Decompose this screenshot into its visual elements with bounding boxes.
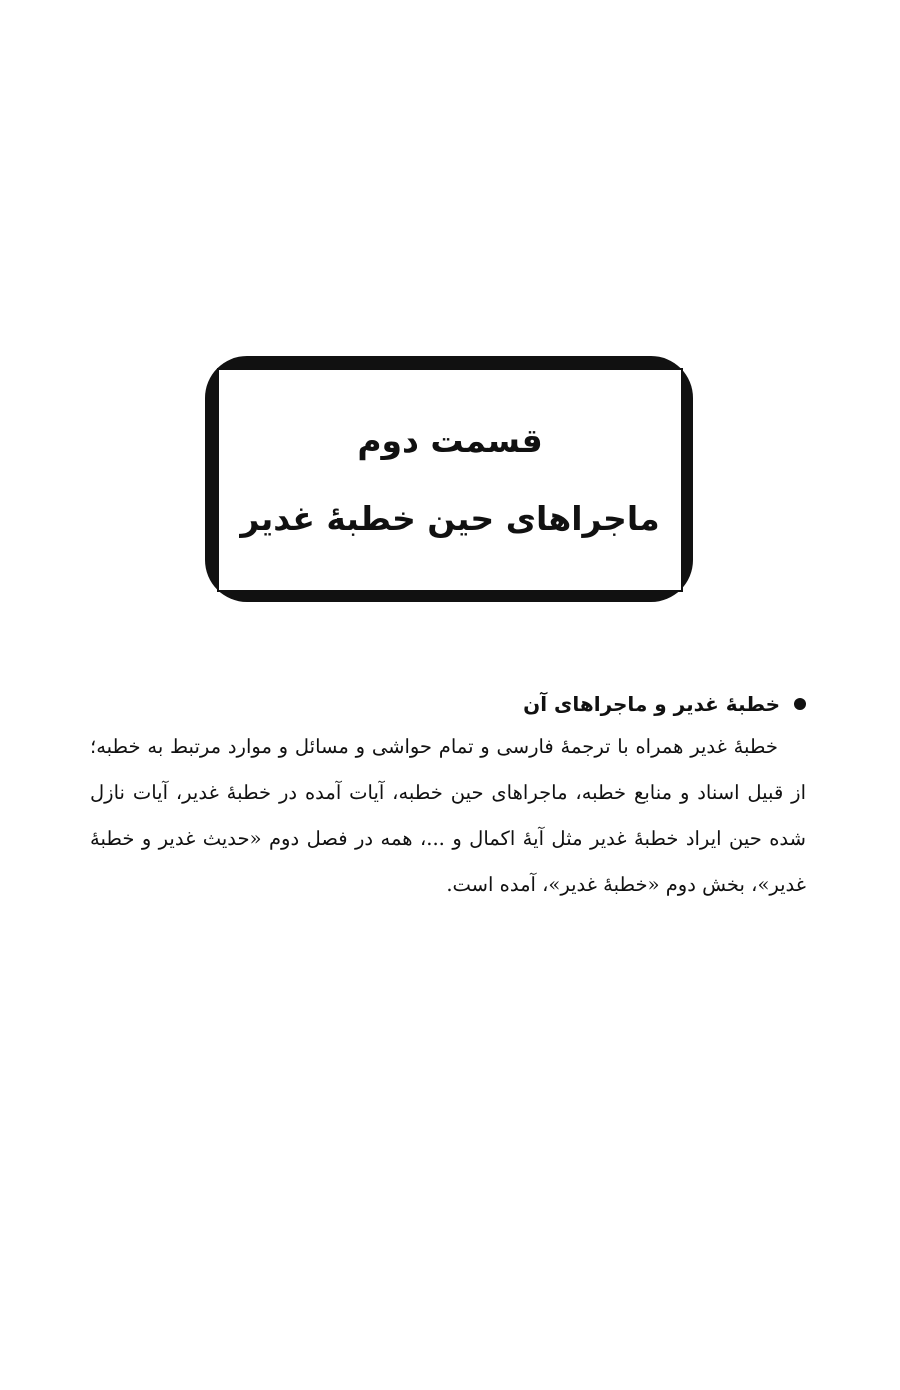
title-box: [217, 368, 683, 592]
part-subtitle: ماجراهای حین خطبۀ غدیر: [240, 499, 660, 538]
bullet-icon: [794, 698, 806, 710]
section-body: [90, 684, 806, 908]
section-heading-row: [90, 684, 806, 724]
section-heading: خطبۀ غدیر و ماجراهای آن: [523, 692, 780, 716]
part-title: قسمت دوم: [357, 421, 543, 461]
section-paragraph: خطبۀ غدیر همراه با ترجمۀ فارسی و تمام حواشی و مسائل و موارد مرتبط به خطبه؛ از قبیل اسناد و منابع خطبه، ماجراهای حین خطبه، آیات آمده در خطبۀ غدیر، آیات نازل شده حین ایراد خطبۀ غدیر مثل آیۀ اکمال و ...، همه در فصل دوم «حدیث غدیر و خطبۀ غدیر»، بخش دوم «خطبۀ غدیر»، آمده است.: [90, 735, 806, 896]
